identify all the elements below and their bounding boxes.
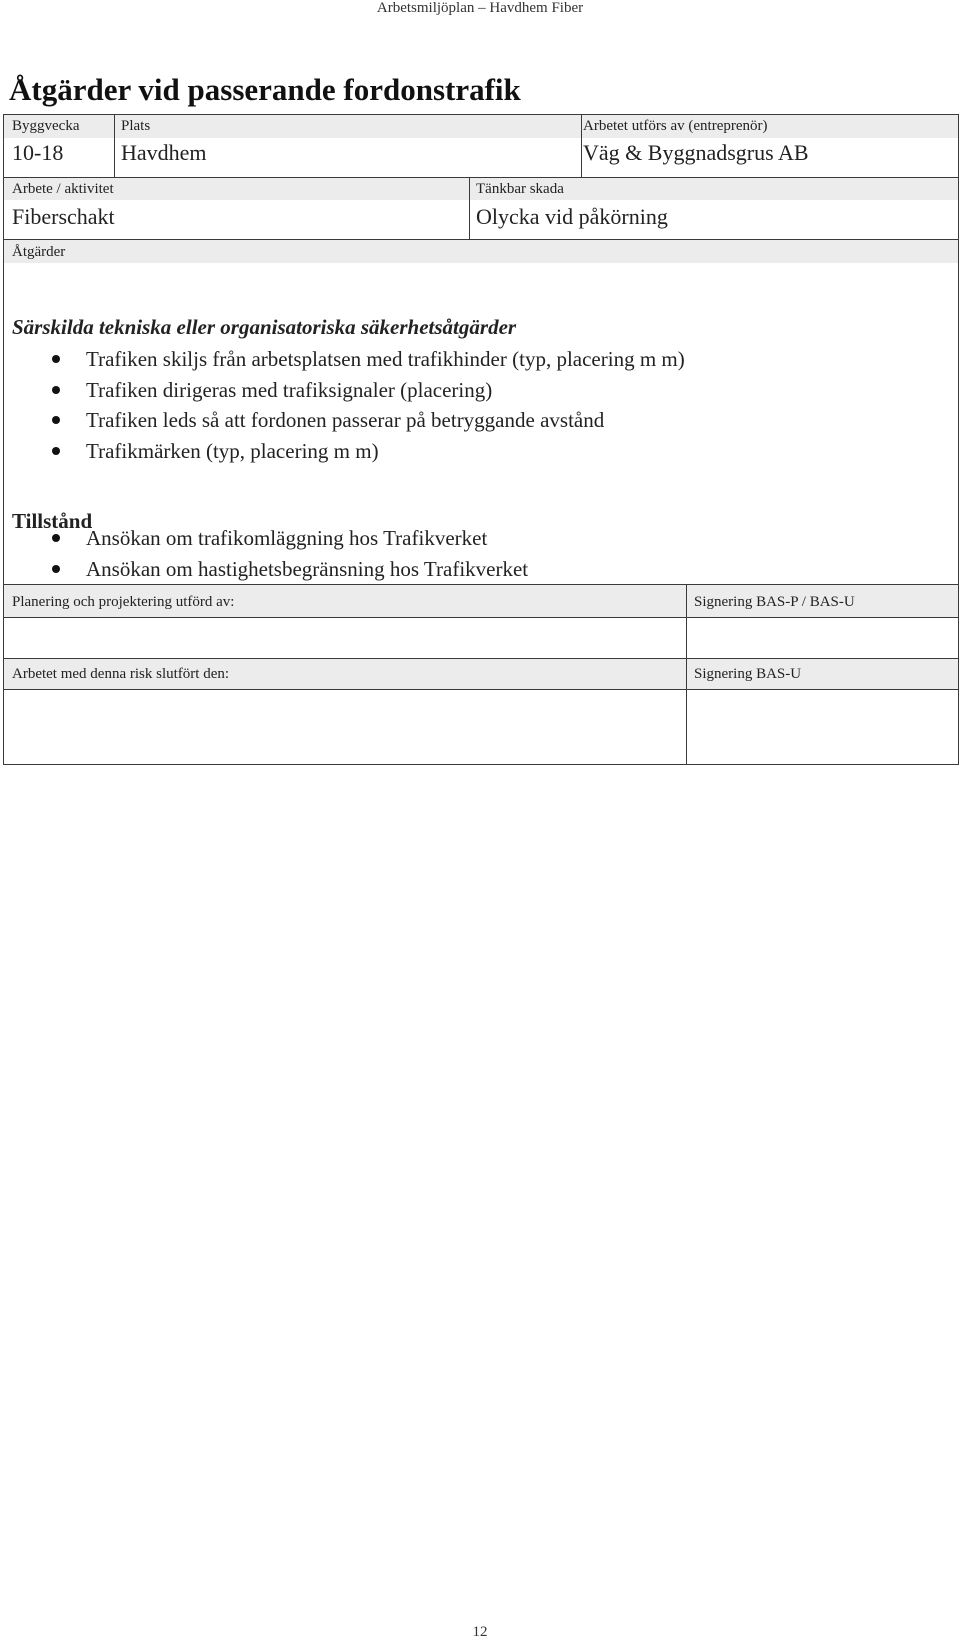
divider <box>686 584 687 764</box>
permits-heading: Tillstånd <box>12 509 93 533</box>
document-title: Åtgärder vid passerande fordonstrafik <box>9 72 521 107</box>
list-item: Trafiken dirigeras med trafiksignaler (placering) <box>46 375 685 406</box>
divider <box>4 584 958 585</box>
bullet-icon <box>52 386 60 394</box>
bullet-icon <box>52 355 60 363</box>
bullet-icon <box>52 416 60 424</box>
divider <box>4 617 958 618</box>
bullet-icon <box>52 447 60 455</box>
aktivitet-value: Fiberschakt <box>12 204 115 229</box>
byggvecka-label: Byggvecka <box>12 118 80 134</box>
list-item: Ansökan om trafikomläggning hos Trafikverket <box>46 523 528 554</box>
divider <box>4 689 958 690</box>
signing-basp-basu-label: Signering BAS-P / BAS-U <box>694 594 855 610</box>
divider <box>4 239 958 240</box>
plats-label: Plats <box>121 118 151 134</box>
plats-value: Havdhem <box>121 140 207 165</box>
entreprenor-value: Väg & Byggnadsgrus AB <box>583 140 809 165</box>
divider <box>114 115 115 177</box>
divider <box>469 177 470 239</box>
skada-label: Tänkbar skada <box>476 181 564 197</box>
signing-basu-label: Signering BAS-U <box>694 666 802 682</box>
completed-label: Arbetet med denna risk slutfört den: <box>12 666 230 682</box>
risk-assessment-form <box>3 114 959 765</box>
entreprenor-label: Arbetet utförs av (entreprenör) <box>583 118 768 134</box>
measures-heading: Särskilda tekniska eller organisatoriska säkerhetsåtgärder <box>12 315 517 339</box>
planning-label: Planering och projektering utförd av: <box>12 594 235 610</box>
label-band-atgarder <box>4 240 958 263</box>
divider <box>4 658 958 659</box>
byggvecka-value: 10-18 <box>12 140 64 165</box>
measures-list <box>46 344 685 466</box>
bullet-icon <box>52 534 60 542</box>
permits-list <box>46 523 528 584</box>
divider <box>4 177 958 178</box>
page-number: 12 <box>472 1624 488 1640</box>
skada-value: Olycka vid påkörning <box>476 204 668 229</box>
list-item: Ansökan om hastighetsbegränsning hos Trafikverket <box>46 554 528 585</box>
running-header: Arbetsmiljöplan – Havdhem Fiber <box>376 0 584 16</box>
bullet-icon <box>52 565 60 573</box>
divider <box>581 115 582 177</box>
list-item: Trafiken skiljs från arbetsplatsen med trafikhinder (typ, placering m m) <box>46 344 685 375</box>
aktivitet-label: Arbete / aktivitet <box>12 181 114 197</box>
list-item: Trafiken leds så att fordonen passerar på betryggande avstånd <box>46 405 685 436</box>
list-item: Trafikmärken (typ, placering m m) <box>46 436 685 467</box>
atgarder-label: Åtgärder <box>12 244 66 260</box>
